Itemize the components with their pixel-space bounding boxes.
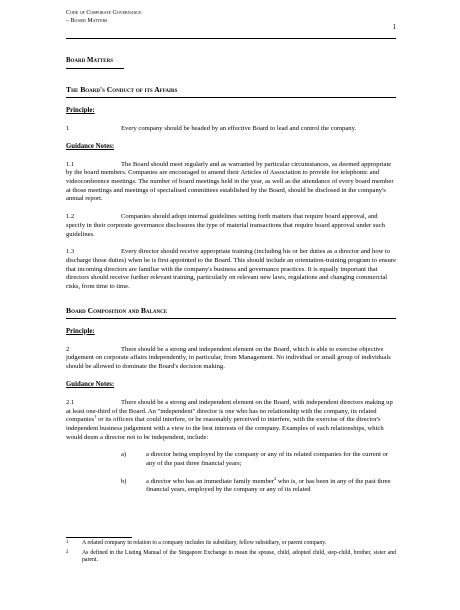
footnote-number: 1 (66, 540, 69, 545)
paragraph-number: 1.3 (66, 248, 75, 256)
list-item-label: b) (121, 477, 127, 485)
list-item-text-part-a: a director who has an immediate family member (146, 477, 274, 485)
paragraph-number: 1 (66, 124, 70, 132)
paragraph-text: Companies should adopt internal guidelines setting forth matters that require board approval, and specify in their corporate governance disclosures the type of material transactions that require board approval under such guidelines. (66, 213, 385, 238)
principle-1 (66, 125, 396, 134)
list-item (66, 475, 396, 495)
footnotes (66, 540, 396, 567)
page-number: 1 (392, 23, 396, 31)
guidance-note-1-2 (66, 213, 396, 239)
paragraph-text: Every company should be headed by an effective Board to lead and control the company. (121, 124, 357, 132)
footnote-number: 2 (66, 549, 69, 555)
list-item-text-part-b: who is, or has been in any of the past three financial years, employed by the company or any of its related (146, 477, 391, 494)
paragraph-text-part-b: or its officers that could interfere, or be reasonably perceived to interfere, with the exercise of the director's independent business judgement with a view to the best interests of the company. Examples of such relationships, which would deem a director not to be independent, include: (66, 416, 384, 441)
footnote-2 (66, 550, 396, 565)
footnote-1 (66, 540, 396, 548)
section-label: Board Matters (66, 57, 124, 69)
paragraph-text-part-a: There should be a strong and independent element on the Board, with independent directors making up at least one-third of the Board. An "independent" director is one who has no relationship with the company, its related companies (66, 398, 393, 424)
paragraph-number: 1.1 (66, 160, 75, 168)
paragraph-number: 2.1 (66, 398, 75, 406)
principle-heading-2: Principle: (66, 327, 95, 335)
paragraph-number: 1.2 (66, 213, 75, 221)
guidance-note-1-1 (66, 161, 396, 205)
header-title-line2: – Board Matters (66, 17, 108, 24)
principle-2 (66, 346, 396, 372)
paragraph-text: There should be a strong and independent element on the Board, which is able to exercise objective judgement on corporate affairs independently, in particular, from Management. No individual or small group of individuals should be allowed to dominate the Board's decision making. (66, 345, 391, 371)
guidance-note-2-1 (66, 399, 396, 443)
footnote-ref-1[interactable]: 1 (94, 414, 97, 420)
footnote-text: A related company in relation to a company includes its subsidiary, fellow subsidiary, or parent company. (82, 540, 327, 546)
footnote-separator (66, 537, 132, 538)
paragraph-number: 2 (66, 345, 70, 353)
paragraph-text: Every director should receive appropriate training (including his or her duties as a director and how to discharge those duties) when he is first appointed to the Board. This should include an orientation-training program to ensure that incoming directors are familiar with the company's business and governance practices. It is equally important that directors should receive further relevant training, particularly on relevant new laws, regulations and changing commercial risks, from time to time. (66, 248, 396, 291)
guidance-heading-2: Guidance Notes: (66, 380, 115, 388)
principle-heading-1: Principle: (66, 106, 95, 114)
independence-criteria-list (66, 451, 396, 495)
section-title-conduct: The Board's Conduct of its Affairs (66, 85, 396, 98)
footnote-ref-2[interactable]: 2 (273, 475, 277, 481)
guidance-heading-1: Guidance Notes: (66, 142, 115, 150)
list-item (66, 451, 396, 468)
guidance-note-1-3 (66, 248, 396, 292)
footnote-text: As defined in the Listing Manual of the Singapore Exchange to mean the spouse, child, adopted child, step-child, brother, sister and parent. (82, 549, 396, 564)
list-item-label: a) (121, 451, 127, 459)
running-header (66, 10, 396, 39)
section-title-composition: Board Composition and Balance (66, 306, 396, 319)
header-title-line1: Code of Corporate Governance (66, 10, 142, 16)
list-item-text: a director being employed by the company or any of its related companies for the current or any of the past three financial years; (146, 451, 389, 468)
paragraph-text: The Board should meet regularly and as warranted by particular circumstances, as deemed appropriate by the board members. Companies are encouraged to amend their Articles of Association to provide for telephonic and videoconference meetings. The number of board meetings held in the year, as well as the attendance of every board member at those meetings and meetings of specialised committees established by the Board, should be disclosed in the company's annual report. (66, 160, 394, 203)
